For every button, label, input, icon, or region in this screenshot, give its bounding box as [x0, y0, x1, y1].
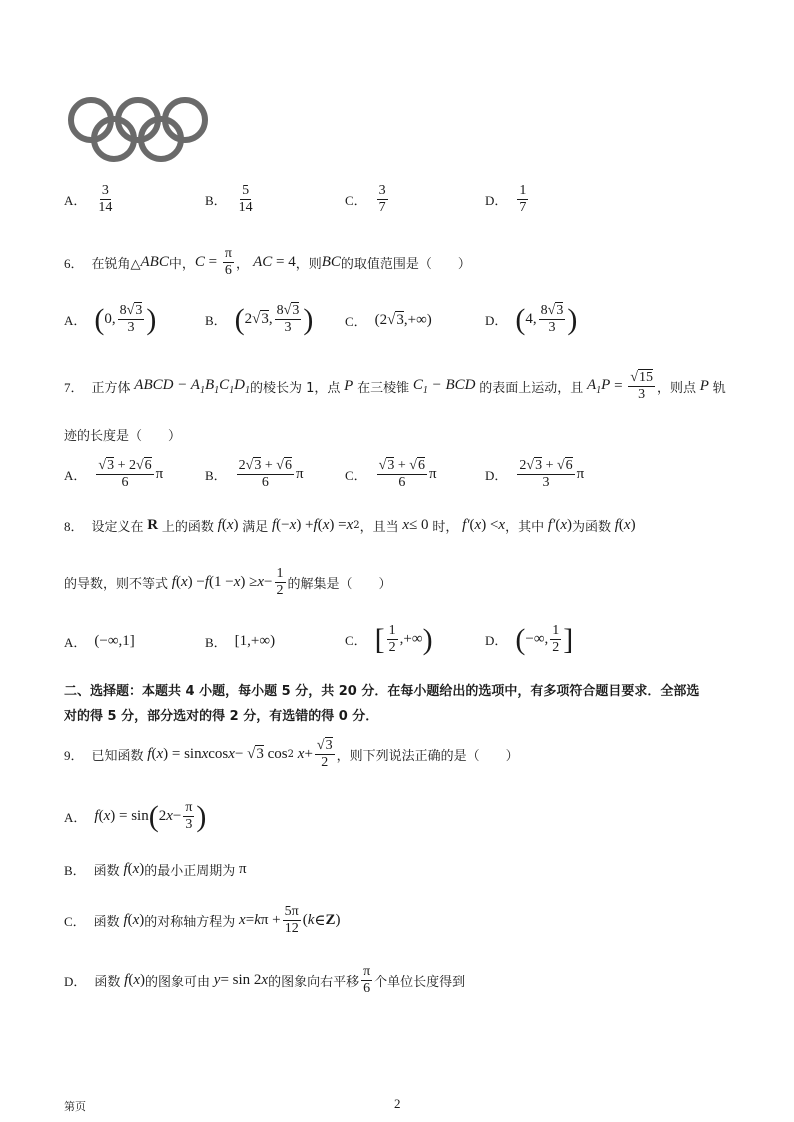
q5-option-b: B． $\frac{5}{14}$ [205, 183, 253, 216]
q8-stem: 8． 设定义在 R 上的函数 f ( x ) 满足 f (− x ) + f ( x ) = x 2 ，且当 x ≤ 0 时， f′ ( x ) < x ，其中 f′ ( x ) 为函数 f ( x ) [64, 517, 636, 535]
q7-option-a: A． $\frac{√3 + 2√6}{6}$ π [64, 458, 164, 491]
footer-page-label: 第页 [64, 1100, 86, 1113]
q8-option-b: B． [1,+∞) [205, 633, 276, 650]
q9-option-a: A． f ( x ) = sin ( 2 x − $\frac{\pi}{3}$ ) [64, 799, 207, 833]
q5-option-a: A． $\frac{3}{14}$ [64, 183, 113, 216]
q7-option-b: B． $\frac{2√3 + √6}{6}$ π [205, 458, 304, 491]
q9-option-c: C． 函数 f ( x ) 的对称轴方程为 x = k π + $\frac{5\pi}{12}$ ( k ∈ Z ) [64, 904, 341, 937]
q6-option-d: D． ( 4, $\frac{8√3}{3}$ ) [485, 302, 578, 336]
q9-option-d: D． 函数 f ( x ) 的图象可由 y = sin 2 x 的图象向右平移 $\frac{\pi}{6}$ 个单位长度得到 [64, 964, 466, 997]
q8-option-c: C． [ $\frac{1}{2}$ ,+∞ ) [345, 622, 433, 656]
section-heading-line1: 二、选择题：本题共 4 小题，每小题 5 分，共 20 分．在每小题给出的选项中，有多项符合题目要求．全部选 [64, 684, 700, 699]
section-heading-line2: 对的得 5 分，部分选对的得 2 分，有选错的得 0 分． [64, 709, 379, 724]
q7-stem-line2: 迹的长度是（ ） [64, 429, 182, 444]
q6-option-a: A． ( 0, $\frac{8√3}{3}$ ) [64, 302, 157, 336]
q9-option-b: B． 函数 f ( x ) 的最小正周期为 π [64, 861, 247, 879]
q7-option-c: C． $\frac{√3 + √6}{6}$ π [345, 458, 437, 491]
q5-option-d: D． $\frac{1}{7}$ [485, 183, 527, 216]
q9-stem: 9． 已知函数 f ( x ) = sin x cos x − √3 cos 2 x + $\frac{√3}{2}$ ，则下列说法正确的是（ ） [64, 738, 519, 771]
q7-option-d: D． $\frac{2√3 + √6}{3}$ π [485, 458, 585, 491]
q8-option-a: A． (−∞,1] [64, 633, 135, 650]
olympic-rings-image [66, 94, 212, 166]
q6-option-c: C． (2√3,+∞) [345, 312, 432, 329]
q7-stem: 7． 正方体 ABCD − $A_1B_1C_1D_1$ 的棱长为 1，点 P 在三棱锥 $C_1$ − BCD 的表面上运动，且 $A_1P$ = $\frac{√15}{3}$ ，则点 P 轨 [64, 370, 726, 403]
q6-option-b: B． ( 2√3, $\frac{8√3}{3}$ ) [205, 302, 314, 336]
q8-stem-line2: 的导数，则不等式 f ( x ) − f (1 − x ) ≥ x − $\frac{1}{2}$ 的解集是（ ） [64, 566, 392, 599]
q6-stem: 6． 在锐角△ ABC 中， C = $\frac{\pi}{6}$ ， AC = 4 ，则 BC 的取值范围是（ ） [64, 246, 471, 279]
q5-option-c: C． $\frac{3}{7}$ [345, 183, 386, 216]
q8-option-d: D． ( −∞, $\frac{1}{2}$ ] [485, 622, 574, 656]
page-number: 2 [394, 1096, 401, 1111]
